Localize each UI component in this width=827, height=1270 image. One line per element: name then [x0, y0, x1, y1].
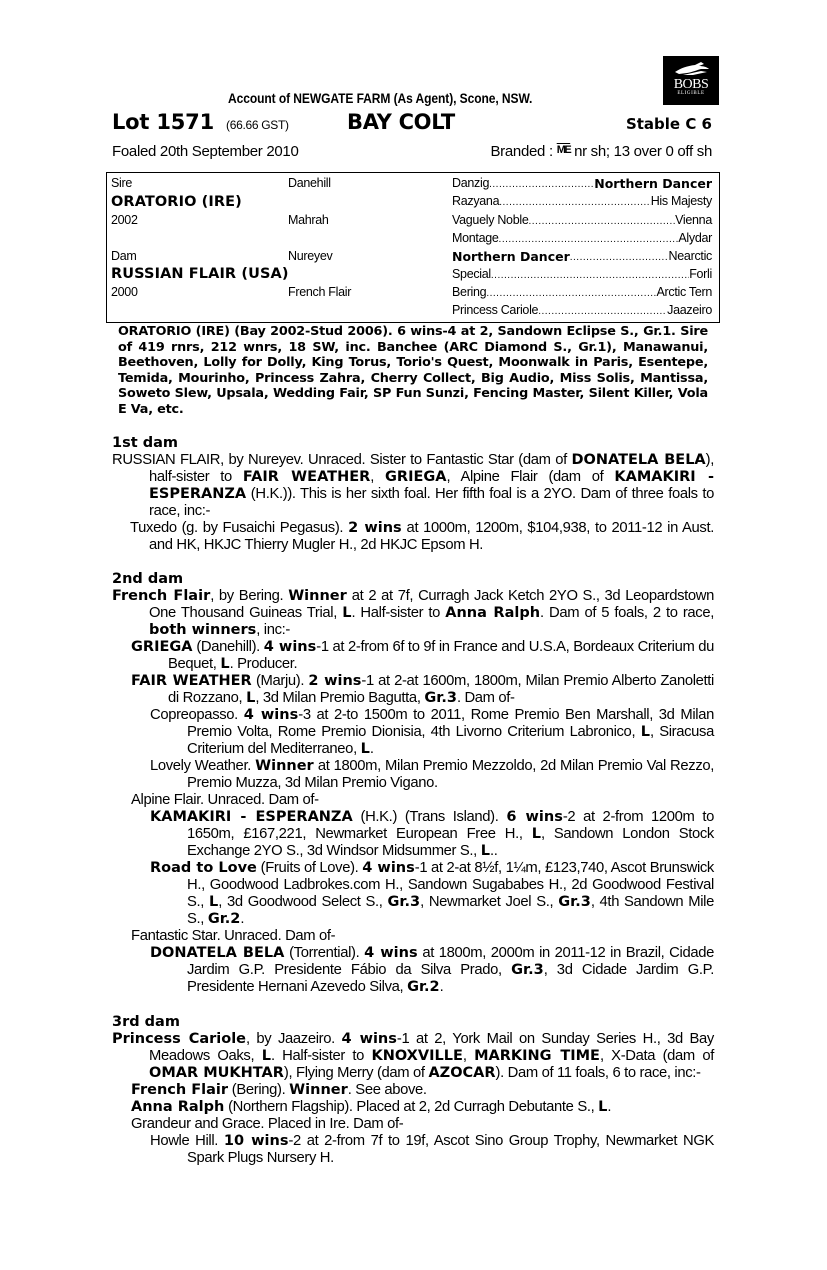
lot-sex-colour: BAY COLT — [347, 110, 455, 134]
pedigree-box — [106, 172, 720, 323]
ancestor: Arctic Tern — [656, 285, 712, 299]
pedigree-row — [452, 267, 712, 284]
second-dam-section — [112, 571, 714, 996]
ancestor: His Majesty — [650, 194, 712, 208]
logo-subtext: ELIGIBLE — [677, 91, 705, 96]
ancestor: Bering — [452, 285, 487, 299]
dam-paragraph: French Flair, by Bering. Winner at 2 at 7f, Curragh Jack Ketch 2YO S., 3d Leopardstown One Thousand Guineas Trial, L. Half-sister to Anna Ralph. Dam of 5 foals, 2 to race, both winners, inc:- — [112, 588, 715, 638]
ancestor: Montage — [452, 231, 499, 245]
branded-info — [490, 143, 712, 160]
ancestor: Vaguely Noble — [452, 213, 529, 227]
pedigree-row — [452, 213, 712, 230]
progeny-entry: Tuxedo (g. by Fusaichi Pegasus). 2 wins at 1000m, 1200m, $104,938, to 2011-12 in Aust. and HK, HKJC Thierry Mugler H., 2d HKJC Epsom H. — [130, 520, 714, 553]
section-title: 2nd dam — [112, 571, 184, 587]
progeny-entry: Copreopasso. 4 wins-3 at 2-to 1500m to 2011, Rome Premio Ben Marshall, 3d Milan Premio Volta, Rome Premio Dionisia, 4th Livorno Criterium Labronico, L, Siracusa Criterium del Mediterraneo, L. — [150, 707, 714, 757]
vendor-account: Account of NEWGATE FARM (As Agent), Scone, NSW. — [228, 90, 533, 106]
pedigree-row — [452, 176, 712, 193]
progeny-entry: Howle Hill. 10 wins-2 at 2-from 7f to 19f, Ascot Sino Group Trophy, Newmarket NGK Spark Plugs Nursery H. — [150, 1133, 714, 1166]
section-title: 3rd dam — [112, 1014, 180, 1030]
progeny-entry: Fantastic Star. Unraced. Dam of- — [131, 928, 336, 944]
pedigree-row — [452, 231, 712, 248]
ancestor: Northern Dancer — [594, 176, 712, 191]
sire-label: Sire — [111, 176, 133, 190]
lot-gst: (66.66 GST) — [226, 118, 289, 132]
progeny-entry: Anna Ralph (Northern Flagship). Placed at 2, 2d Curragh Debutante S., L. — [131, 1099, 612, 1115]
progeny-entry: Road to Love (Fruits of Love). 4 wins-1 at 2-at 8½f, 1¼m, £123,740, Ascot Brunswick H., Goodwood Ladbrokes.com H., Sandown Sugababes H., 2d Goodwood Festival S., L, 3d Goodwood Select S., Gr.3, Newmarket Joel S., Gr.3, 4th Sandown Mile S., Gr.2. — [150, 860, 714, 927]
progeny-entry: KAMAKIRI - ESPERANZA (H.K.) (Trans Island). 6 wins-2 at 2-from 1200m to 1650m, £167,221, Newmarket European Free H., L, Sandown London Stock Exchange 2YO S., 3d Windsor Midsummer S., L.. — [150, 809, 714, 859]
dam-label: Dam — [111, 249, 137, 263]
brand-mark-icon: $\overline{ME}$ — [556, 144, 571, 156]
dam-year: 2000 — [111, 285, 138, 299]
progeny-entry: GRIEGA (Danehill). 4 wins-1 at 2-from 6f to 9f in France and U.S.A, Bordeaux Criterium du Bequet, L. Producer. — [131, 639, 715, 672]
horse-head-icon — [671, 60, 711, 78]
bobs-eligible-logo — [663, 56, 719, 105]
branded-detail: nr sh; 13 over 0 off sh — [574, 143, 712, 160]
progeny-entry: French Flair (Bering). Winner. See above. — [131, 1082, 427, 1098]
third-dam-section — [112, 1014, 714, 1167]
sire-dam: Mahrah — [288, 213, 329, 227]
ancestor: Danzig — [452, 176, 490, 190]
dam-paragraph: RUSSIAN FLAIR, by Nureyev. Unraced. Sister to Fantastic Star (dam of DONATELA BELA), half-sister to FAIR WEATHER, GRIEGA, Alpine Flair (dam of KAMAKIRI - ESPERANZA (H.K.)). This is her sixth foal. Her fifth foal is a 2YO. Dam of three foals to race, inc:- — [112, 452, 715, 519]
dam-name: RUSSIAN FLAIR (USA) — [111, 266, 289, 282]
pedigree-row — [452, 249, 712, 266]
pedigree-row — [452, 285, 712, 302]
section-title: 1st dam — [112, 435, 178, 451]
progeny-entry: DONATELA BELA (Torrential). 4 wins at 1800m, 2000m in 2011-12 in Brazil, Cidade Jardim G.P. Presidente Fábio da Silva Prado, Gr.3, 3d Cidade Jardim G.P. Presidente Hernani Azevedo Silva, Gr.2. — [150, 945, 714, 995]
sire-summary: ORATORIO (IRE) (Bay 2002-Stud 2006). 6 wins-4 at 2, Sandown Eclipse S., Gr.1. Sire of 419 rnrs, 212 wnrs, 18 SW, inc. Banchee (ARC Diamond S., Gr.1), Manawanui, Beethoven, Lolly for Dolly, King Torus, Torio's Quest, Moonwalk in Paris, Esentepe, Temida, Mourinho, Princess Zahra, Cherry Collect, Big Audio, Miss Solis, Mantissa, Soweto Slew, Upsala, Wedding Fair, SP Fun Sunzi, Fencing Master, Silent Killer, Vola E Va, etc. — [118, 324, 708, 417]
ancestor: Razyana — [452, 194, 500, 208]
sire-year: 2002 — [111, 213, 138, 227]
progeny-entry: Lovely Weather. Winner at 1800m, Milan Premio Mezzoldo, 2d Milan Premio Val Rezzo, Premio Muzza, 3d Milan Premio Vigano. — [150, 758, 715, 791]
progeny-entry: Grandeur and Grace. Placed in Ire. Dam of- — [131, 1116, 404, 1132]
progeny-entry: FAIR WEATHER (Marju). 2 wins-1 at 2-at 1600m, 1800m, Milan Premio Alberto Zanoletti di Rozzano, L, 3d Milan Premio Bagutta, Gr.3. Dam of- — [131, 673, 714, 706]
logo-text: BOBS — [673, 77, 709, 92]
dam-dam: French Flair — [288, 285, 352, 299]
first-dam-section — [112, 435, 714, 554]
lot-header — [112, 110, 712, 136]
ancestor: Forli — [689, 267, 712, 281]
ancestor: Nearctic — [668, 249, 712, 263]
foaled-date: Foaled 20th September 2010 — [112, 143, 299, 160]
branded-label: Branded : — [490, 143, 553, 160]
pedigree-row — [452, 194, 712, 211]
ancestor: Northern Dancer — [452, 249, 570, 264]
ancestor: Alydar — [678, 231, 712, 245]
sire-name: ORATORIO (IRE) — [111, 194, 242, 210]
dam-paragraph: Princess Cariole, by Jaazeiro. 4 wins-1 at 2, York Mail on Sunday Series H., 3d Bay Meadows Oaks, L. Half-sister to KNOXVILLE, MARKING TIME, X-Data (dam of OMAR MUKHTAR), Flying Merry (dam of AZOCAR). Dam of 11 foals, 6 to race, inc:- — [112, 1031, 715, 1081]
ancestor: Vienna — [675, 213, 712, 227]
lot-number: Lot 1571 — [112, 110, 215, 134]
dam-sire: Nureyev — [288, 249, 333, 263]
ancestor: Special — [452, 267, 491, 281]
stable-location: Stable C 6 — [625, 115, 712, 133]
ancestor: Princess Cariole — [452, 303, 539, 317]
sire-sire: Danehill — [288, 176, 331, 190]
pedigree-row — [452, 303, 712, 320]
progeny-entry: Alpine Flair. Unraced. Dam of- — [131, 792, 319, 808]
ancestor: Jaazeiro — [667, 303, 712, 317]
